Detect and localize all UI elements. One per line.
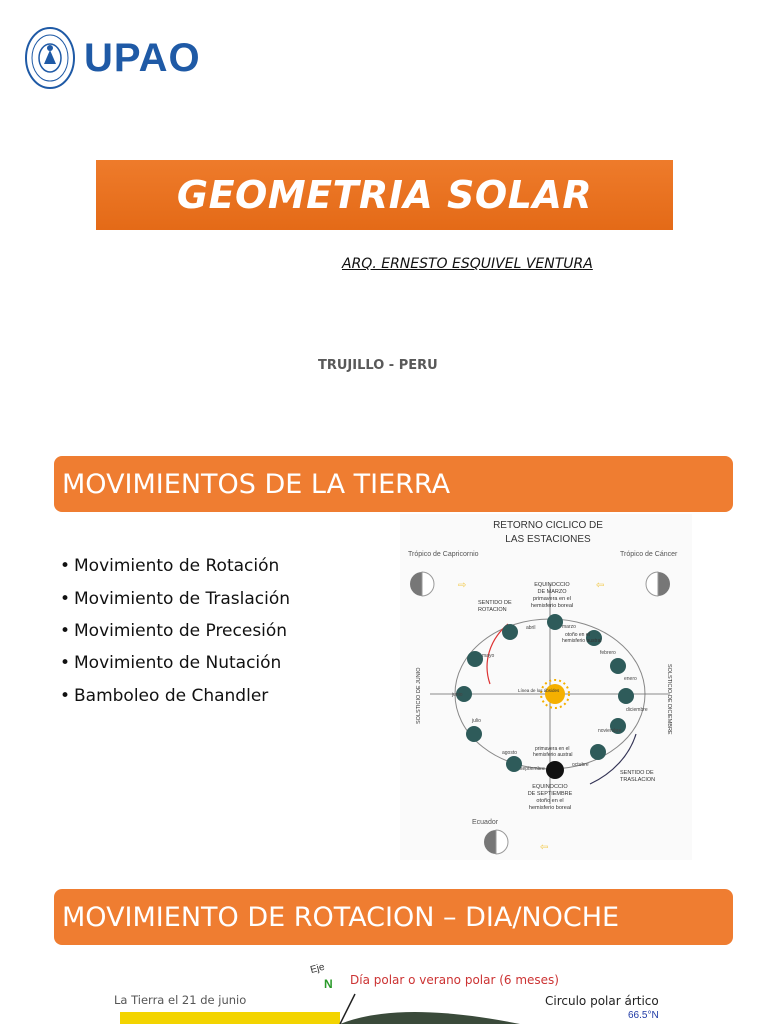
section-heading-text: MOVIMIENTO DE ROTACION – DIA/NOCHE (62, 901, 620, 933)
earth-phase-icon (410, 572, 434, 596)
svg-text:marzo: marzo (562, 624, 576, 630)
svg-text:octubre: octubre (572, 762, 589, 768)
tropic-cancer-label: Trópico de Cáncer (620, 551, 678, 558)
svg-text:febrero: febrero (600, 650, 616, 656)
svg-text:hemisferio austral: hemisferio austral (533, 752, 573, 758)
svg-text:TRASLACION: TRASLACION (620, 777, 656, 783)
movement-list (60, 550, 290, 712)
university-seal-icon (24, 26, 76, 90)
ecuador-label: Ecuador (472, 819, 499, 826)
svg-text:diciembre: diciembre (626, 707, 648, 713)
svg-text:mayo: mayo (482, 653, 495, 659)
svg-text:EQUINOCCIO: EQUINOCCIO (532, 784, 568, 790)
latitude-label: 66.5°N (628, 1010, 659, 1021)
svg-text:hemisferio boreal: hemisferio boreal (530, 603, 574, 609)
svg-text:otoño en el: otoño en el (565, 632, 590, 638)
svg-text:enero: enero (624, 676, 637, 682)
earth-date-label: La Tierra el 21 de junio (114, 993, 247, 1007)
section-heading-rotacion (54, 889, 733, 945)
list-item: • Movimiento de Traslación (60, 588, 291, 609)
list-item: • Movimiento de Rotación (60, 556, 280, 577)
svg-text:julio: julio (472, 718, 481, 724)
svg-text:Línea de los ábsides: Línea de los ábsides (518, 688, 560, 693)
arctic-circle-label: Circulo polar ártico (545, 994, 659, 1008)
svg-text:primavera en el: primavera en el (533, 596, 571, 602)
arrow-icon: ⇨ (458, 580, 467, 591)
earth-rotation-image (100, 950, 700, 1024)
arrow-icon: ⇦ (596, 580, 605, 591)
list-item: • Movimiento de Nutación (60, 653, 282, 674)
svg-text:noviembre: noviembre (598, 728, 622, 734)
svg-text:EQUINOCCIO: EQUINOCCIO (534, 582, 570, 588)
city-label: TRUJILLO - PERU (318, 358, 438, 373)
earth-phase-icon (484, 830, 508, 854)
solsticio-diciembre-label: SOLSTICIO DE DICIEMBRE (666, 664, 672, 735)
title-banner (96, 160, 673, 230)
svg-text:hemisferio boreal: hemisferio boreal (528, 805, 572, 811)
diagram-title: LAS ESTACIONES (505, 534, 591, 545)
axis-label: Eje (309, 961, 326, 977)
earth-september (546, 761, 564, 779)
sun-icon (541, 680, 569, 708)
svg-text:hemisferio austral: hemisferio austral (562, 638, 602, 644)
section-heading-text: MOVIMIENTOS DE LA TIERRA (62, 468, 451, 500)
upao-logo (24, 26, 201, 90)
svg-text:SENTIDO DE: SENTIDO DE (620, 770, 654, 776)
earth-phase-icon (646, 572, 670, 596)
list-item: • Movimiento de Precesión (60, 620, 288, 641)
arrow-icon: ⇦ (540, 842, 549, 853)
author-name: ARQ. ERNESTO ESQUIVEL VENTURA (342, 256, 593, 272)
list-item: • Bamboleo de Chandler (60, 685, 269, 706)
seasons-diagram (400, 514, 692, 860)
svg-text:otoño en el: otoño en el (536, 798, 564, 804)
svg-text:DE SEPTIEMBRE: DE SEPTIEMBRE (527, 791, 573, 797)
svg-text:DE MARZO: DE MARZO (537, 589, 567, 595)
solsticio-junio-label: SOLSTICIO DE JUNIO (416, 667, 422, 724)
svg-text:SENTIDO DE: SENTIDO DE (478, 600, 512, 606)
north-label: N (324, 977, 333, 991)
polar-day-label: Día polar o verano polar (6 meses) (350, 973, 559, 987)
svg-text:agosto: agosto (502, 750, 518, 756)
section-heading-movimientos (54, 456, 733, 512)
page-title: GEOMETRIA SOLAR (176, 173, 593, 217)
diagram-title: RETORNO CICLICO DE (493, 520, 603, 531)
logo-text: UPAO (84, 35, 201, 80)
svg-text:septiembre: septiembre (520, 766, 545, 772)
tropic-capricorn-label: Trópico de Capricornio (408, 551, 479, 558)
svg-text:ROTACION: ROTACION (478, 607, 507, 613)
svg-text:abril: abril (526, 625, 536, 631)
svg-text:primavera en el: primavera en el (535, 746, 570, 752)
svg-text:junio: junio (452, 692, 463, 698)
